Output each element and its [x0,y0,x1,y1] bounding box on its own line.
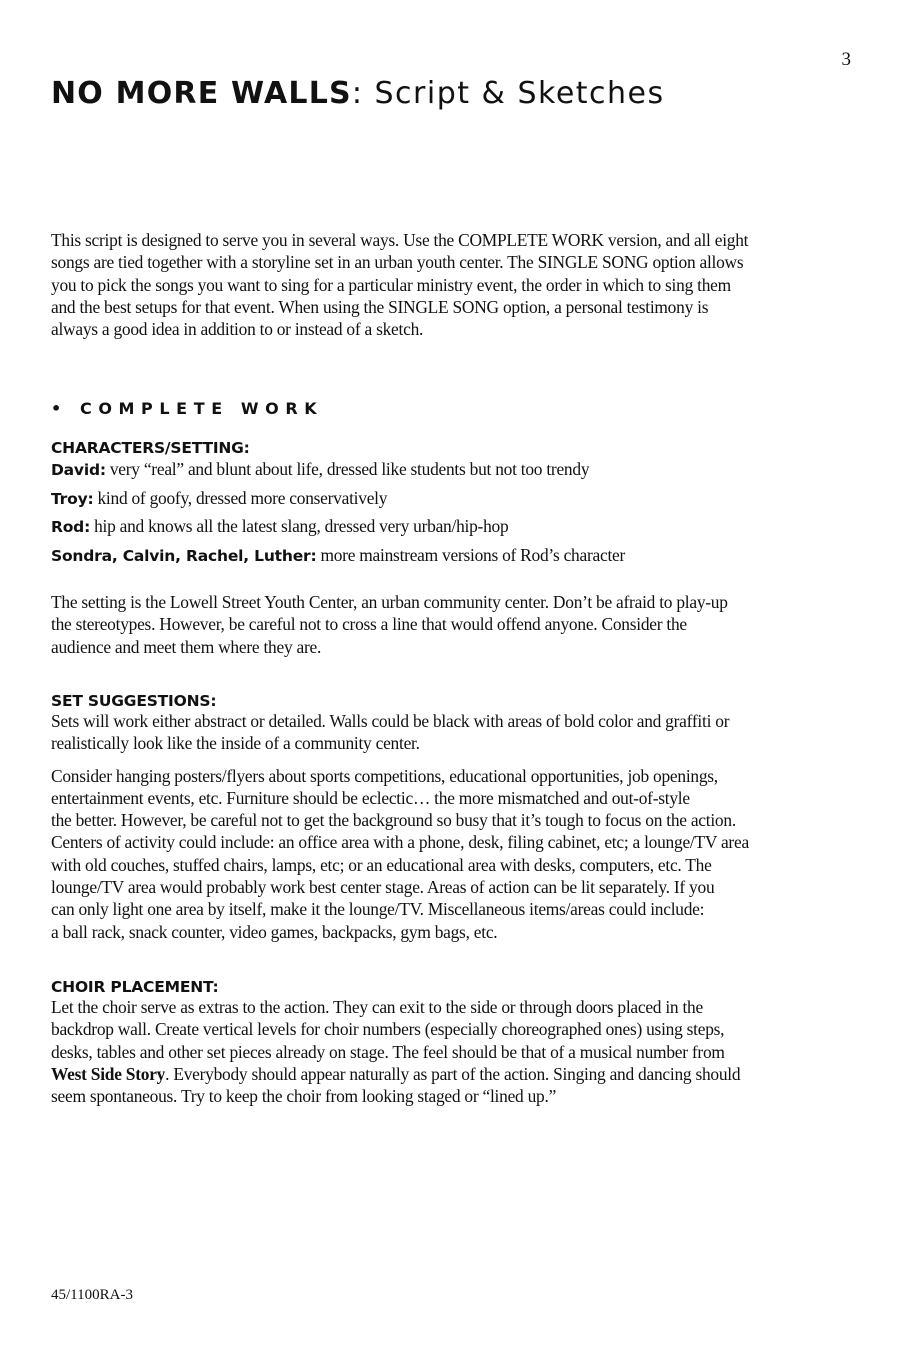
setting-line: the stereotypes. However, be careful not to cross a line that would offend anyone. Consider the [51,614,687,635]
intro-line: and the best setups for that event. When using the SINGLE SONG option, a personal testimony is [51,296,709,317]
setting-paragraph [51,591,841,658]
intro-line: songs are tied together with a storyline set in an urban youth center. The SINGLE SONG option allows [51,252,744,273]
set-line: Sets will work either abstract or detailed. Walls could be black with areas of bold color and graffiti or [51,711,730,731]
character-desc: very “real” and blunt about life, dressed like students but not too trendy [109,459,590,479]
character-name: Sondra, Calvin, Rachel, Luther: [51,546,317,565]
footer-code: 45/1100RA-3 [51,1287,133,1303]
character-line [51,542,841,571]
character-desc: hip and knows all the latest slang, dressed very urban/hip-hop [94,516,509,536]
set-line: entertainment events, etc. Furniture should be eclectic… the more mismatched and out-of-style [51,787,690,808]
set-line: lounge/TV area would probably work best center stage. Areas of action can be lit separately. If you [51,877,715,898]
character-name: Rod: [51,518,91,536]
choir-line: desks, tables and other set pieces already on stage. The feel should be that of a musical number from [51,1041,725,1062]
character-name: Troy: [51,489,94,508]
set-line: realistically look like the inside of a community center. [51,733,420,754]
set-line: the better. However, be careful not to get the background so busy that it’s tough to focus on the action. [51,810,736,831]
choir-placement-section [51,976,841,1107]
characters-section [51,437,841,570]
set-suggestions-heading: SET SUGGESTIONS: [51,692,217,710]
intro-line: always a good idea in addition to or instead of a sketch. [51,319,424,340]
set-line: Centers of activity could include: an office area with a phone, desk, filing cabinet, etc; a lounge/TV area [51,832,749,853]
setting-line: The setting is the Lowell Street Youth Center, an urban community center. Don’t be afraid to play-up [51,592,728,612]
choir-placement-heading: CHOIR PLACEMENT: [51,978,219,996]
choir-line: Let the choir serve as extras to the action. They can exit to the side or through doors placed in the [51,997,703,1017]
intro-line: This script is designed to serve you in several ways. Use the COMPLETE WORK version, and all eight [51,230,749,250]
set-line: Consider hanging posters/flyers about sports competitions, educational opportunities, job openings, [51,765,718,786]
intro-line: you to pick the songs you want to sing for a particular ministry event, the order in which to sing them [51,274,731,295]
choir-line [51,1063,841,1085]
setting-line: audience and meet them where they are. [51,636,322,657]
set-line: a ball rack, snack counter, video games, backpacks, gym bags, etc. [51,921,498,942]
musical-title: West Side Story [51,1063,166,1084]
choir-line: seem spontaneous. Try to keep the choir from looking staged or “lined up.” [51,1086,557,1107]
characters-heading: CHARACTERS/SETTING: [51,439,250,457]
choir-line-rest: . Everybody should appear naturally as part of the action. Singing and dancing should [165,1063,741,1084]
choir-line: backdrop wall. Create vertical levels for choir numbers (especially choreographed ones) using steps, [51,1019,725,1040]
set-suggestions-paragraph-2 [51,765,841,943]
intro-paragraph [51,229,841,340]
character-line [51,485,841,514]
title-rest: : Script & Sketches [351,76,665,111]
page-number: 3 [841,49,851,70]
set-line: with old couches, stuffed chairs, lamps, etc; or an educational area with desks, computers, etc. The [51,854,712,875]
character-name: David: [51,461,106,479]
set-line: can only light one area by itself, make it the lounge/TV. Miscellaneous items/areas could include: [51,899,705,920]
character-desc: kind of goofy, dressed more conservatively [97,487,388,508]
character-line [51,456,841,485]
set-suggestions-section [51,690,841,943]
complete-work-heading: • COMPLETE WORK [51,399,324,418]
page-title [51,76,665,111]
character-desc: more mainstream versions of Rod’s character [320,544,626,565]
title-main: NO MORE WALLS [51,76,352,111]
character-line [51,513,841,542]
